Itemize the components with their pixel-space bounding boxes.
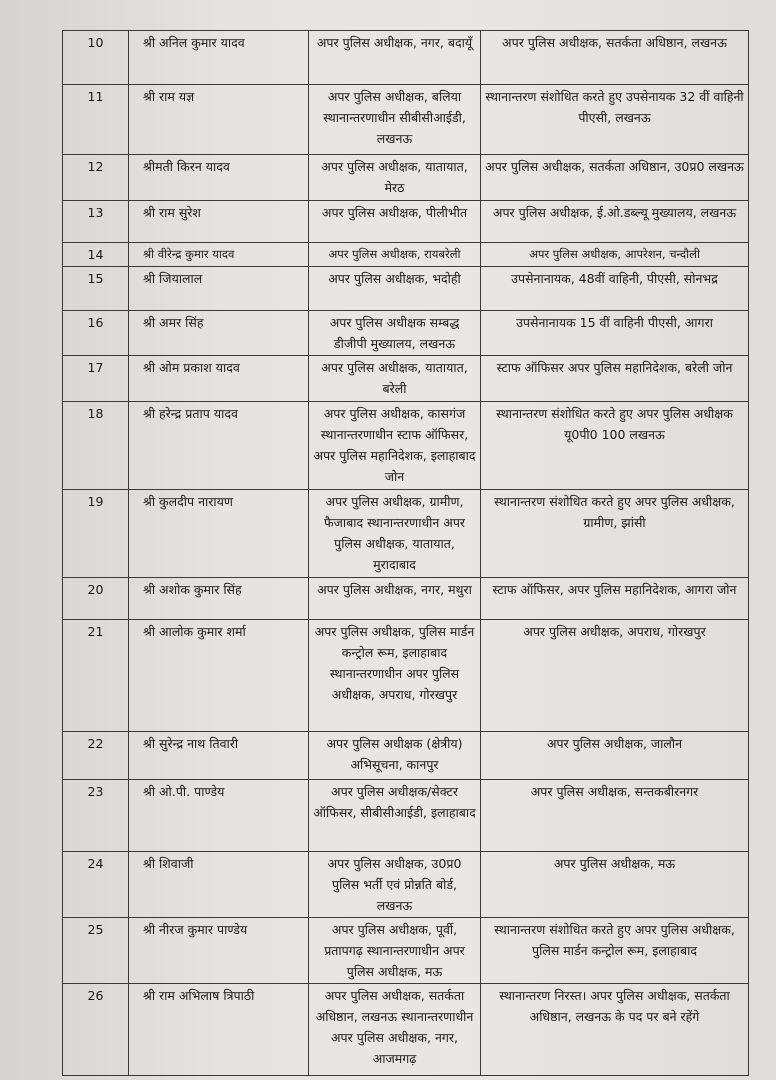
current-posting: अपर पुलिस अधीक्षक, ग्रामीण, फैजाबाद स्थानान्तरणाधीन अपर पुलिस अधीक्षक, यातायात, मुरादाबाद <box>309 490 481 578</box>
serial-number: 12 <box>63 155 129 201</box>
officer-name: श्री ओम प्रकाश यादव <box>129 356 309 402</box>
table-row <box>63 85 749 155</box>
current-posting: अपर पुलिस अधीक्षक (क्षेत्रीय) अभिसूचना, कानपुर <box>309 732 481 780</box>
new-posting: उपसेनानायक, 48वीं वाहिनी, पीएसी, सोनभद्र <box>481 267 749 311</box>
officer-name: श्री राम यज्ञ <box>129 85 309 155</box>
table-row <box>63 31 749 85</box>
serial-number: 21 <box>63 620 129 732</box>
serial-number: 25 <box>63 918 129 984</box>
officer-name: श्री अशोक कुमार सिंह <box>129 578 309 620</box>
current-posting: अपर पुलिस अधीक्षक/सेक्टर ऑफिसर, सीबीसीआईडी, इलाहाबाद <box>309 780 481 852</box>
serial-number: 19 <box>63 490 129 578</box>
new-posting: अपर पुलिस अधीक्षक, जालौन <box>481 732 749 780</box>
serial-number: 20 <box>63 578 129 620</box>
table-row <box>63 356 749 402</box>
officer-name: श्री जियालाल <box>129 267 309 311</box>
officer-name: श्री अमर सिंह <box>129 311 309 356</box>
new-posting: स्थानान्तरण संशोधित करते हुए अपर पुलिस अधीक्षक, पुलिस मार्डन कन्ट्रोल रूम, इलाहाबाद <box>481 918 749 984</box>
new-posting: अपर पुलिस अधीक्षक, सतर्कता अधिष्ठान, लखनऊ <box>481 31 749 85</box>
new-posting: स्थानान्तरण संशोधित करते हुए उपसेनायक 32 वीं वाहिनी पीएसी, लखनऊ <box>481 85 749 155</box>
current-posting: अपर पुलिस अधीक्षक, यातायात, बरेली <box>309 356 481 402</box>
current-posting: अपर पुलिस अधीक्षक सम्बद्ध डीजीपी मुख्यालय, लखनऊ <box>309 311 481 356</box>
current-posting: अपर पुलिस अधीक्षक, कासगंज स्थानान्तरणाधीन स्टाफ ऑफिसर, अपर पुलिस महानिदेशक, इलाहाबाद जोन <box>309 402 481 490</box>
current-posting: अपर पुलिस अधीक्षक, रायबरेली <box>309 243 481 267</box>
new-posting: स्थानान्तरण संशोधित करते हुए अपर पुलिस अधीक्षक, ग्रामीण, झांसी <box>481 490 749 578</box>
serial-number: 11 <box>63 85 129 155</box>
table-row <box>63 620 749 732</box>
serial-number: 16 <box>63 311 129 356</box>
current-posting: अपर पुलिस अधीक्षक, बलिया स्थानान्तरणाधीन सीबीसीआईडी, लखनऊ <box>309 85 481 155</box>
table-row <box>63 311 749 356</box>
new-posting: अपर पुलिस अधीक्षक, ई.ओ.डब्ल्यू मुख्यालय, लखनऊ <box>481 201 749 243</box>
table-row <box>63 578 749 620</box>
officer-name: श्री सुरेन्द्र नाथ तिवारी <box>129 732 309 780</box>
new-posting: उपसेनानायक 15 वीं वाहिनी पीएसी, आगरा <box>481 311 749 356</box>
officer-name: श्री राम सुरेश <box>129 201 309 243</box>
current-posting: अपर पुलिस अधीक्षक, पीलीभीत <box>309 201 481 243</box>
table-row <box>63 732 749 780</box>
current-posting: अपर पुलिस अधीक्षक, यातायात, मेरठ <box>309 155 481 201</box>
transfer-table <box>62 30 749 1076</box>
new-posting: अपर पुलिस अधीक्षक, अपराध, गोरखपुर <box>481 620 749 732</box>
officer-name: श्री अनिल कुमार यादव <box>129 31 309 85</box>
serial-number: 14 <box>63 243 129 267</box>
current-posting: अपर पुलिस अधीक्षक, पूर्वी, प्रतापगढ़ स्थानान्तरणाधीन अपर पुलिस अधीक्षक, मऊ <box>309 918 481 984</box>
officer-name: श्री नीरज कुमार पाण्डेय <box>129 918 309 984</box>
current-posting: अपर पुलिस अधीक्षक, नगर, मथुरा <box>309 578 481 620</box>
serial-number: 15 <box>63 267 129 311</box>
new-posting: अपर पुलिस अधीक्षक, सन्तकबीरनगर <box>481 780 749 852</box>
officer-name: श्री राम अभिलाष त्रिपाठी <box>129 984 309 1076</box>
table-row <box>63 852 749 918</box>
table-row <box>63 490 749 578</box>
new-posting: अपर पुलिस अधीक्षक, आपरेशन, चन्दौली <box>481 243 749 267</box>
table-row <box>63 918 749 984</box>
table-row <box>63 267 749 311</box>
table-row <box>63 402 749 490</box>
officer-name: श्री शिवाजी <box>129 852 309 918</box>
officer-name: श्री हरेन्द्र प्रताप यादव <box>129 402 309 490</box>
current-posting: अपर पुलिस अधीक्षक, उ0प्र0 पुलिस भर्ती एवं प्रोन्नति बोर्ड, लखनऊ <box>309 852 481 918</box>
current-posting: अपर पुलिस अधीक्षक, भदोही <box>309 267 481 311</box>
current-posting: अपर पुलिस अधीक्षक, पुलिस मार्डन कन्ट्रोल रूम, इलाहाबाद स्थानान्तरणाधीन अपर पुलिस अधीक्षक, अपराध, गोरखपुर <box>309 620 481 732</box>
serial-number: 26 <box>63 984 129 1076</box>
officer-name: श्री कुलदीप नारायण <box>129 490 309 578</box>
new-posting: स्टाफ ऑफिसर, अपर पुलिस महानिदेशक, आगरा जोन <box>481 578 749 620</box>
new-posting: अपर पुलिस अधीक्षक, सतर्कता अधिष्ठान, उ0प्र0 लखनऊ <box>481 155 749 201</box>
officer-name: श्री आलोक कुमार शर्मा <box>129 620 309 732</box>
serial-number: 23 <box>63 780 129 852</box>
new-posting: स्टाफ ऑफिसर अपर पुलिस महानिदेशक, बरेली जोन <box>481 356 749 402</box>
serial-number: 24 <box>63 852 129 918</box>
serial-number: 18 <box>63 402 129 490</box>
officer-name: श्रीमती किरन यादव <box>129 155 309 201</box>
new-posting: स्थानान्तरण निरस्त। अपर पुलिस अधीक्षक, सतर्कता अधिष्ठान, लखनऊ के पद पर बने रहेंगे <box>481 984 749 1076</box>
serial-number: 10 <box>63 31 129 85</box>
serial-number: 22 <box>63 732 129 780</box>
table-row <box>63 201 749 243</box>
new-posting: अपर पुलिस अधीक्षक, मऊ <box>481 852 749 918</box>
table-row <box>63 155 749 201</box>
table-row <box>63 780 749 852</box>
new-posting: स्थानान्तरण संशोधित करते हुए अपर पुलिस अधीक्षक यू0पी0 100 लखनऊ <box>481 402 749 490</box>
officer-name: श्री वीरेन्द्र कुमार यादव <box>129 243 309 267</box>
table-row <box>63 984 749 1076</box>
serial-number: 17 <box>63 356 129 402</box>
serial-number: 13 <box>63 201 129 243</box>
current-posting: अपर पुलिस अधीक्षक, सतर्कता अधिष्ठान, लखनऊ स्थानान्तरणाधीन अपर पुलिस अधीक्षक, नगर, आजमगढ़ <box>309 984 481 1076</box>
officer-name: श्री ओ.पी. पाण्डेय <box>129 780 309 852</box>
table-row <box>63 243 749 267</box>
current-posting: अपर पुलिस अधीक्षक, नगर, बदायूँ <box>309 31 481 85</box>
